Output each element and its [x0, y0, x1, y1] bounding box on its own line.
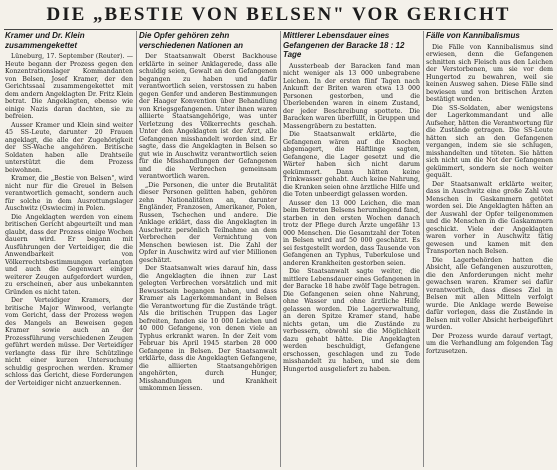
column-3 — [283, 31, 420, 467]
column-3-paragraph: Aussterbeab der Baracken fand man nicht weniger als 13 000 unbegrabene Leichen. In der ersten fünf Tagen nach Ankunft der Briten waren etwa 13 000 Personen gestorben, und die Überlebenden waren in einem Zustand, der jeder Beschreibung spottete. Die Baracken waren überfüllt, in Gruppen und Massengräbern zu bestatten. — [283, 62, 420, 130]
column-4 — [426, 31, 553, 467]
headline: DIE „BESTIE VON BELSEN" VOR GERICHT — [46, 4, 511, 25]
column-4-subhead: Fälle von Kannibalismus — [426, 31, 520, 40]
column-4-paragraph: Die Lagerbehörden hatten die Absicht, alle Gefangenen auszurotten, die den Anforderungen nicht mehr gewachsen waren. Kramer sei dafür verantwortlich, dass dieses Ziel in Belsen mit allen Mitteln verfolgt wurde. Die Anklage werde Beweise dafür vorlegen, dass die Zustände in Belsen mit voller Absicht herbeigeführt wurden. — [426, 256, 553, 331]
column-1-paragraph: Kramer, die „Bestie von Belsen", wird nicht nur für die Greuel in Belsen verantwortlich gemacht, sondern auch für solche in dem Ausrottungslager Auschwitz (Oswiecim) in Polen. — [5, 175, 133, 212]
column-2-paragraph: Der Staatsanwalt wies darauf hin, dass die Angeklagten die ihnen zur Last gelegten Verbrechen vorsätzlich und mit Bewusstsein begangen haben, und dass Kramer als Lagerkommandant in Belsen die Verantwortung für die Zustände trägt. Als die britischen Truppen das Lager befreiten, fanden sie 10 000 Leichen und 40 000 Gefangene, von denen viele an Typhus erkrankt waren. In der Zeit vom Februar bis April 1945 starben 28 000 Gefangene in Belsen. Der Staatsanwalt erklärte, dass die Angeklagten Gefangene, die alliierten Staatsangehörigen angehörten, durch Hunger, Misshandlungen und Krankheit umkommen liessen. — [139, 265, 277, 392]
column-4-paragraph: Die SS-Soldaten, aber wenigstens der Lagerkommandant und alle Aufseher, hätten die Verantwortung für die Zustände getragen. Die SS-Leute hätten sich an den Gefangenen vergangen, indem sie sie schlugen, misshandelten und töteten. Sie hätten sich nicht um die Not der Gefangenen gekümmert, sondern sie noch weiter gequält. — [426, 104, 553, 179]
column-4-paragraph: Die Fälle von Kannibalismus sind erwiesen, denn die Gefangenen schnitten sich Fleisch aus den Leichen der Verstorbenen, um sie vor dem Hungertod zu bewahren, weil sie keinen Ausweg sahen. Diese Fälle sind bewiesen und von britischen Ärzten bestätigt worden. — [426, 43, 553, 103]
column-divider — [280, 31, 281, 467]
headline-rule — [4, 29, 553, 30]
column-2-paragraph: „Die Personen, die unter die Brutalität dieser Personen gelitten haben, gehören zehn Nationalitäten an, darunter Engländer, Franzosen, Amerikaner, Polen, Russen, Tschechen und andere. Die Anklage erklärt, dass die Angeklagten in Auschwitz persönlich Teilnahme an dem Verbrechen der Vernichtung von Menschen bewiesen ist. Die Zahl der Opfer in Auschwitz wird auf vier Millionen geschätzt. — [139, 181, 277, 264]
column-3-paragraph: Die Staatsanwalt sagte weiter, die mittlere Lebensdauer eines Gefangenen in der Baracke 18 habe zwölf Tage betragen. Die Gefangenen seien ohne Nahrung, ohne Wasser und ohne ärztliche Hilfe gelassen worden. Die Lagerverwaltung, an deren Spitze Kramer stand, habe nichts getan, um die Zustände zu verbessern, obwohl sie die Möglichkeit dazu gehabt hätte. Die Angeklagten werden beschuldigt, Gefangene erschossen, geschlagen und zu Tode misshandelt zu haben, und sie dem Hungertod ausgeliefert zu haben. — [283, 268, 420, 373]
column-1 — [5, 31, 133, 467]
column-3-paragraph: Die Staatsanwalt erklärte, die Gefangenen wären auf die Knochen abgemagert, die Häftlinge sagten, Gefangene, die Lager gesetzt und die Wärter haben sich nicht darum gekümmert. Dann hätten keine Trinkwasser gehabt. Auch keine Nahrung, die Kranken seien ohne ärztliche Hilfe und die Toten unbeerdigt gelassen worden. — [283, 131, 420, 198]
column-1-paragraph: Lüneburg, 17. September (Reuter). — Heute begann der Prozess gegen den Konzentrationslager Kommandanten von Belsen, Josef Kramer, der den Gerichtssaal zusammengekettet mit dem andern Angeklagten Dr. Fritz Klein betrat. Die Angeklagten, ebenso wie einige Nazis daran dachten, sie zu befreien. — [5, 53, 133, 120]
column-3-paragraph: Ausser den 13 000 Leichen, die man beim Betreten Belsens herumliegend fand, starben in den ersten Wochen danach trotz der Pflege durch Ärzte ungefähr 13 000 Menschen. Die Gesamtzahl der Toten in Belsen wird auf 50 000 geschätzt. Es sei festgestellt worden, dass Tausende von Gefangenen an Typhus, Tuberkulose und anderen Krankheiten gestorben seien. — [283, 199, 420, 267]
column-1-subhead: Kramer und Dr. Klein zusammengekettet — [5, 31, 85, 50]
column-2 — [139, 31, 277, 467]
column-2-subhead: Die Opfer gehören zehn verschiedenen Nationen an — [139, 31, 244, 50]
column-2-paragraph: Der Staatsanwalt Oberst Backhouse erklärte in seiner Anklagerede, dass alle schuldig seien, Gewalt an den Gefangenen begangen zu haben und dafür verantwortlich seien, verstossen zu haben gegen Genfer und anderen Bestimmungen der Haager Konvention über Behandlung von Kriegsgefangenen. Unter ihnen waren alliierte Staatsangehörige, was unter Verletzung des Völkerrechts geschah. Unter den Angeklagten ist der Arzt, alle Gefangenen misshandelt worden sind. Er sagte, dass die Angeklagten in Belsen so gut wie in Auschwitz verantwortlich seien für die Misshandlungen der Gefangenen und die Verbrechen gemeinsam verantwortlich waren. — [139, 53, 277, 180]
column-divider — [423, 31, 424, 467]
column-1-paragraph: Ausser Kramer und Klein sind weiter 45 SS-Leute, darunter 20 Frauen angeklagt, die alle der Zugehörigkeit der SS-Wache angehören. Britische Soldaten haben alle Drahtseile unterstützt die dem Prozess beiwohnen. — [5, 121, 133, 174]
column-3-subhead: Mittlerer Lebensdauer eines Gefangenen der Baracke 18 : 12 Tage — [283, 31, 405, 59]
column-1-paragraph: Der Verteidiger Kramers, der britische Major Winwood, verlangte vom Gericht, dass der Prozess wegen des Mangels an Beweisen gegen Kramer sowie auch an der Prozessführung verschiedenen Zeugen geführt werden müsse. Der Verteidiger verlangte dass für ihre Schützlinge nicht einer kurzen Untersuchung schuldig gesprochen werden. Kramer schloss das Gericht, diese Forderungen der Verteidiger nicht anzuerkennen. — [5, 297, 133, 387]
column-divider — [136, 31, 137, 467]
column-4-paragraph: Der Staatsanwalt erklärte weiter, dass in Auschwitz eine große Zahl von Menschen in Gaskammern getötet worden sei. Die Angeklagten hätten an der Auswahl der Opfer teilgenommen und die Menschen in die Gaskammern geschickt. Viele der Angeklagten waren vorher in Auschwitz tätig gewesen und kamen mit den Transporten nach Belsen. — [426, 180, 553, 255]
column-1-paragraph: Die Angeklagten werden von einem britischen Gericht abgeurteilt und man glaubt, dass der Prozess einige Wochen dauern wird. Er begann mit Ausführungen der Verteidiger, die die Anwendbarkeit von Völkerrechtsbestimmungen verlangten und auch die Gegenwart einiger weiterer Zeugen aufgefordert wurden, zu erscheinen, aber aus unbekannten Gründen es nicht taten. — [5, 213, 133, 296]
column-4-paragraph: Der Prozess wurde darauf vertagt, um die Verhandlung am folgenden Tag fortzusetzen. — [426, 332, 553, 355]
